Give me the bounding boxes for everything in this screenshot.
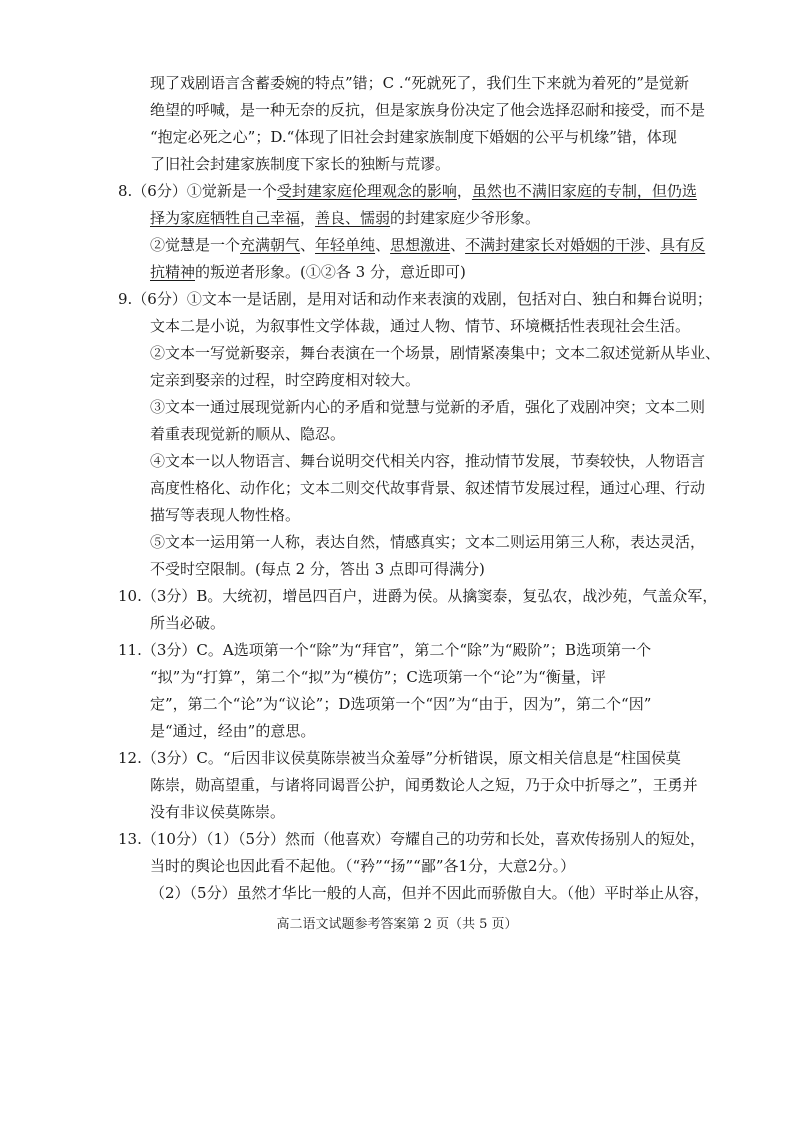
underlined-point: 择为家庭牺牲自己幸福 — [150, 209, 301, 227]
text-line: 不受时空限制。(每点 2 分，答出 3 点即可得满分) — [150, 560, 485, 578]
underlined-point: 具有反 — [660, 236, 706, 254]
q8-text: 、 — [375, 236, 391, 254]
answer-q13 — [118, 826, 710, 907]
text-line: 11.（3分）C。A选项第一个“除”为“拜官”，第二个“除”为“殿阶”；B选项第一个 — [118, 641, 652, 659]
text-line: 文本二是小说，为叙事性文学体裁，通过人物、情节、环境概括性表现社会生活。 — [150, 317, 691, 335]
text-line: 所当必破。 — [150, 614, 226, 632]
text-line: ④文本一以人物语言、舞台说明交代相关内容，推动情节发展，节奏较快，人物语言 — [150, 452, 706, 470]
text-line: 陈崇，勋高望重，与诸将同谒晋公护，闻勇数论人之短，乃于众中折辱之”，王勇并 — [150, 776, 698, 794]
text-line: 9.（6分）①文本一是话剧，是用对话和动作来表演的戏剧，包括对白、独白和舞台说明； — [118, 290, 712, 308]
text-line: “抱定必死之心”；D.“体现了旧社会封建家族制度下婚姻的公平与机缘”错，体现 — [150, 128, 677, 146]
text-line: 绝望的呼喊，是一种无奈的反抗，但是家族身份决定了他会选择忍耐和接受，而不是 — [150, 101, 706, 119]
underlined-point: 抗精神 — [150, 263, 196, 281]
text-line: ⑤文本一运用第一人称，表达自然，情感真实；文本二则运用第三人称，表达灵活， — [150, 533, 706, 551]
text-line: 是“通过，经由”的意思。 — [150, 722, 316, 740]
text-line — [118, 259, 678, 286]
q8-text: 的叛逆者形象。(①②各 3 分，意近即可) — [195, 263, 466, 281]
text-line — [118, 178, 697, 205]
text-line: 了旧社会封建家族制度下家长的独断与荒谬。 — [150, 155, 451, 173]
underlined-point: 虽然也不满旧家庭的专制，但仍选 — [471, 182, 697, 200]
answer-q8 — [118, 178, 706, 286]
text-line — [118, 232, 706, 259]
q8-text: ， — [456, 182, 472, 200]
page-footer: 高二语文试题参考答案第 2 页（共 5 页） — [276, 917, 518, 932]
underlined-point: 善良、懦弱 — [315, 209, 391, 227]
text-line: ②文本一写觉新娶亲，舞台表演在一个场景，剧情紧凑集中；文本二叙述觉新从毕业、 — [150, 344, 721, 362]
underlined-point: 不满封建家长对婚姻的干涉 — [465, 236, 646, 254]
underlined-point: 充满朝气 — [240, 236, 301, 254]
text-line: 描写等表现人物性格。 — [150, 506, 301, 524]
text-line: 13.（10分）（1）（5分）然而（他喜欢）夸耀自己的功劳和长处，喜欢传扬别人的短处， — [118, 830, 706, 848]
answer-q11 — [118, 637, 678, 745]
text-line: 当时的舆论也因此看不起他。（“矜”“扬”“鄙”各1分，大意2分。） — [150, 857, 576, 875]
text-line: “拟”为“打算”，第二个“拟”为“模仿”；C选项第一个“论”为“衡量，评 — [150, 668, 606, 686]
text-line: 10.（3分）B。大统初，增邑四百户，进爵为侯。从擒窦泰，复弘农，战沙苑，气盖众军， — [118, 587, 718, 605]
q8-text: 、 — [300, 236, 316, 254]
q8-text: ， — [300, 209, 316, 227]
text-line: 定”，第二个“论”为“议论”；D选项第一个“因”为“由于，因为”，第二个“因” — [150, 695, 652, 713]
text-line: 高度性格化、动作化；文本二则交代故事背景、叙述情节发展过程，通过心理、行动 — [150, 479, 706, 497]
underlined-point: 受封建家庭伦理观念的影响 — [276, 182, 457, 200]
q8-text: 的封建家庭少爷形象。 — [390, 209, 541, 227]
q8-text: 、 — [645, 236, 661, 254]
text-line: 12.（3分）C。“后因非议侯莫陈崇被当众羞辱”分析错误，原文相关信息是“柱国侯莫 — [118, 749, 681, 767]
underlined-point: 思想激进 — [390, 236, 451, 254]
underlined-point: 年轻单纯 — [315, 236, 376, 254]
q8-text: 8.（6分）①觉新是一个 — [118, 182, 277, 200]
q8-text: 、 — [450, 236, 466, 254]
text-line: （2）（5分）虽然才华比一般的人高，但并不因此而骄傲自大。（他）平时举止从容， — [150, 884, 710, 902]
text-line: ③文本一通过展现觉新内心的矛盾和觉慧与觉新的矛盾，强化了戏剧冲突；文本二则 — [150, 398, 706, 416]
answer-content — [118, 70, 721, 907]
q7-continuation — [118, 70, 706, 178]
answer-q9 — [118, 286, 721, 583]
q8-text: ②觉慧是一个 — [150, 236, 241, 254]
answer-q10 — [118, 583, 718, 637]
text-line: 现了戏剧语言含蓄委婉的特点”错；C .“死就死了，我们生下来就为着死的”是觉新 — [150, 74, 690, 92]
text-line: 没有非议侯莫陈崇。 — [150, 803, 286, 821]
answer-q12 — [118, 745, 698, 826]
text-line: 定亲到娶亲的过程，时空跨度相对较大。 — [150, 371, 421, 389]
text-line: 着重表现觉新的顺从、隐忍。 — [150, 425, 346, 443]
text-line — [118, 205, 678, 232]
